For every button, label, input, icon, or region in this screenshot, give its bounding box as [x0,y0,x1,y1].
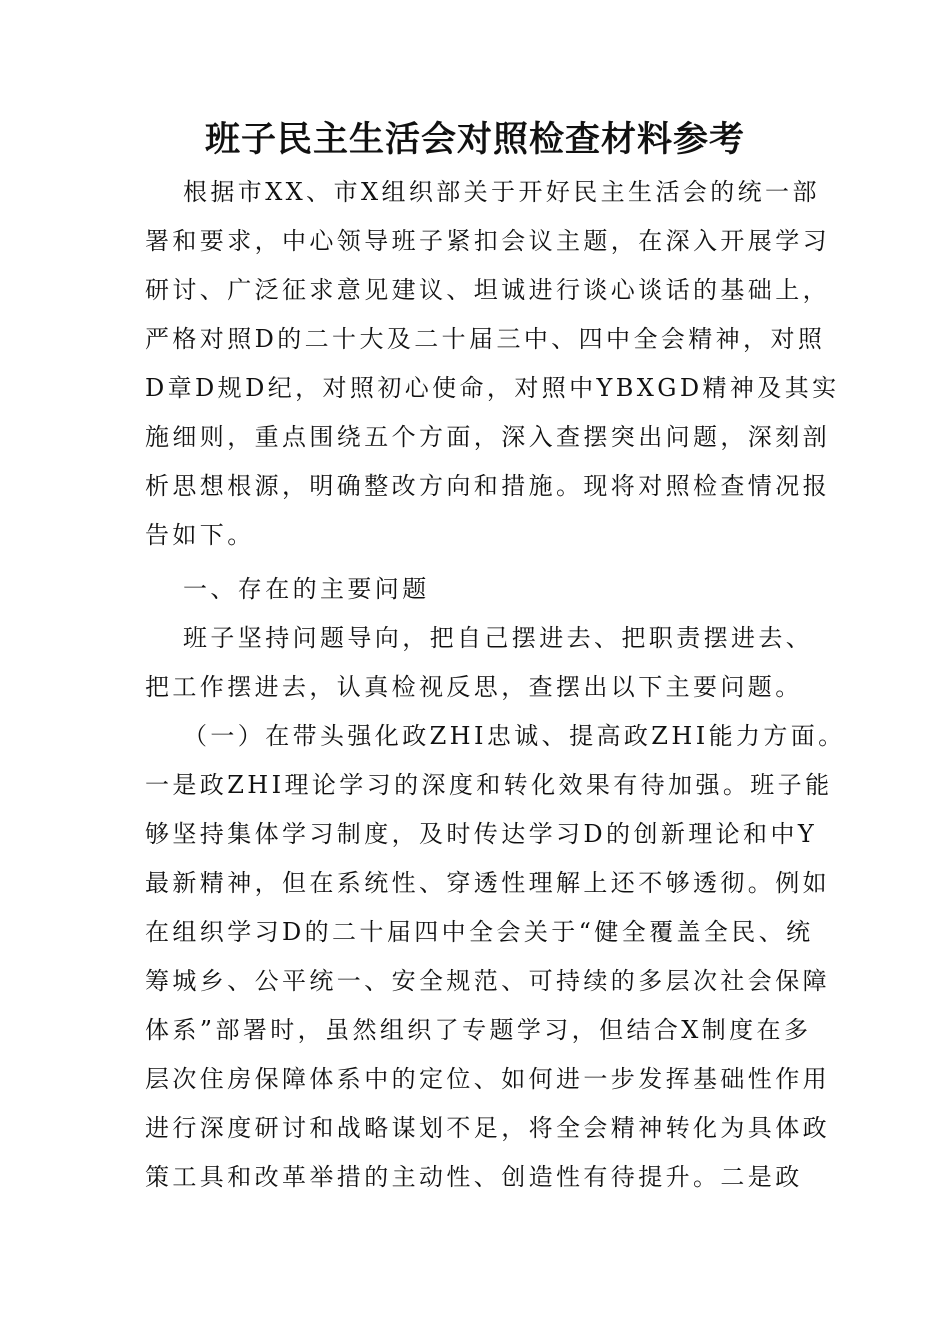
text-line: 严格对照D的二十大及二十届三中、四中全会精神，对照 [145,325,826,353]
text-line: 根据市XX、市X组织部关于开好民主生活会的统一部 [183,178,820,206]
text-line: 一是政ZHI理论学习的深度和转化效果有待加强。班子能 [145,771,833,799]
document-body [145,168,846,1202]
paragraph [145,614,814,712]
text-line: 策工具和改革举措的主动性、创造性有待提升。二是政 [145,1163,803,1191]
section-heading [145,565,810,614]
text-line: 署和要求，中心领导班子紧扣会议主题，在深入开展学习 [145,227,830,255]
text-line: 班子坚持问题导向，把自己摆进去、把职责摆进去、 [183,624,814,652]
text-line: 最新精神，但在系统性、穿透性理解上还不够透彻。例如 [145,869,830,897]
text-line: 施细则，重点围绕五个方面，深入查摆突出问题，深刻剖 [145,423,830,451]
text-line: 体系”部署时，虽然组织了专题学习，但结合X制度在多 [145,1016,812,1044]
text-line: 在组织学习D的二十届四中全会关于“健全覆盖全民、统 [145,918,814,946]
text-line: （一）在带头强化政ZHI忠诚、提高政ZHI能力方面。 [183,722,846,750]
document-title: 班子民主生活会对照检查材料参考 [204,119,745,160]
text-line: 筹城乡、公平统一、安全规范、可持续的多层次社会保障 [145,967,830,995]
text-line: 够坚持集体学习制度，及时传达学习D的创新理论和中Y [145,820,818,848]
paragraph [145,712,846,1202]
text-line: 层次住房保障体系中的定位、如何进一步发挥基础性作用 [145,1065,830,1093]
text-line: 把工作摆进去，认真检视反思，查摆出以下主要问题。 [145,673,803,701]
text-line: D章D规D纪，对照初心使命，对照中YBXGD精神及其实 [145,374,840,402]
text-line: 告如下。 [145,521,255,549]
text-line: 进行深度研讨和战略谋划不足，将全会精神转化为具体政 [145,1114,830,1142]
paragraph [145,168,840,560]
text-line: 一、存在的主要问题 [183,575,430,603]
text-line: 析思想根源，明确整改方向和措施。现将对照检查情况报 [145,472,830,500]
text-line: 研讨、广泛征求意见建议、坦诚进行谈心谈话的基础上， [145,276,830,304]
